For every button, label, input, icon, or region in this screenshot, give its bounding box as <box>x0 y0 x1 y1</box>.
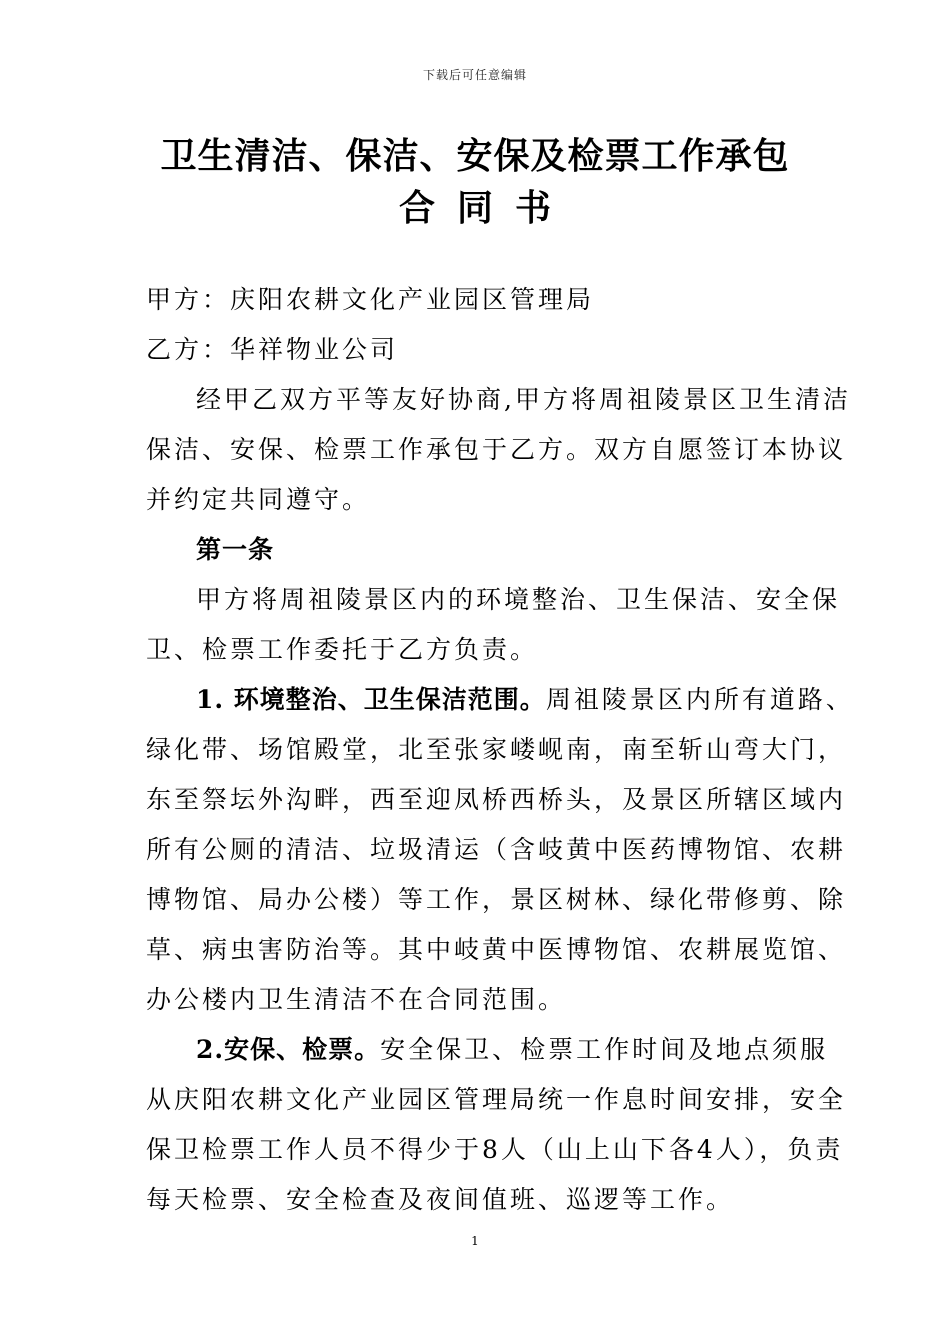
item-1-line-5: 博物馆、局办公楼）等工作，景区树林、绿化带修剪、除 <box>146 885 847 914</box>
item-1-line-3: 东至祭坛外沟畔，西至迎凤桥西桥头，及景区所辖区域内 <box>146 785 847 814</box>
party-b: 乙方：华祥物业公司 <box>146 335 399 364</box>
intro-line-3: 并约定共同遵守。 <box>146 485 371 514</box>
article-1-heading: 第一条 <box>196 535 275 564</box>
item-2-line-3: 保卫检票工作人员不得少于8人（山上山下各4人），负责 <box>146 1135 844 1164</box>
intro-line-2: 保洁、安保、检票工作承包于乙方。双方自愿签订本协议 <box>146 435 847 464</box>
item-2-first-line <box>196 1033 828 1067</box>
article-1-body-line-1: 甲方将周祖陵景区内的环境整治、卫生保洁、安全保 <box>196 585 841 614</box>
party-a: 甲方：庆阳农耕文化产业园区管理局 <box>146 285 595 314</box>
item-2-line-4: 每天检票、安全检查及夜间值班、巡逻等工作。 <box>146 1185 735 1214</box>
item-2-label: 2.安保、检票。 <box>196 1035 381 1064</box>
document-title-line-2: 合同书 <box>398 187 573 229</box>
item-1-first-line <box>196 683 854 717</box>
item-1-line-4: 所有公厕的清洁、垃圾清运（含岐黄中医药博物馆、农耕 <box>146 835 847 864</box>
item-1-label: 1. 环境整治、卫生保洁范围。 <box>196 685 546 714</box>
article-1-body-line-2: 卫、检票工作委托于乙方负责。 <box>146 635 539 664</box>
document-title-line-1: 卫生清洁、保洁、安保及检票工作承包 <box>160 135 790 177</box>
item-1-line-6: 草、病虫害防治等。其中岐黄中医博物馆、农耕展览馆、 <box>146 935 847 964</box>
header-note: 下载后可任意编辑 <box>422 68 527 82</box>
item-1-first-line-text: 周祖陵景区内所有道路、 <box>545 685 854 714</box>
item-1-line-2: 绿化带、场馆殿堂，北至张家嵝岘南，南至斩山弯大门， <box>146 735 847 764</box>
intro-line-1: 经甲乙双方平等友好协商,甲方将周祖陵景区卫生清洁 <box>196 385 851 414</box>
item-1-line-7: 办公楼内卫生清洁不在合同范围。 <box>146 985 567 1014</box>
item-2-line-2: 从庆阳农耕文化产业园区管理局统一作息时间安排，安全 <box>146 1085 847 1114</box>
item-2-first-line-text: 安全保卫、检票工作时间及地点须服 <box>380 1035 829 1064</box>
page-number: 1 <box>471 1234 479 1248</box>
